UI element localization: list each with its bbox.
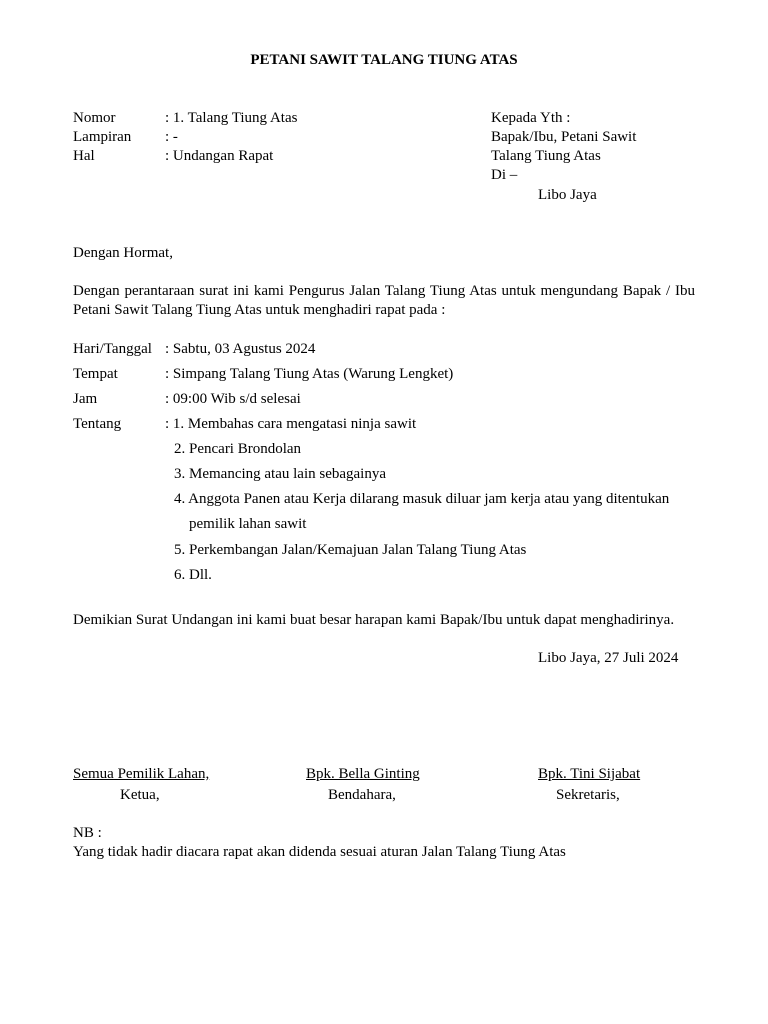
tentang-item-3: 3. Memancing atau lain sebagainya [174, 466, 387, 482]
tentang-item-5: 5. Perkembangan Jalan/Kemajuan Jalan Talang Tiung Atas [174, 542, 527, 558]
note-text: Yang tidak hadir diacara rapat akan didenda sesuai aturan Jalan Talang Tiung Atas [73, 844, 566, 860]
sekretaris-name: Bpk. Tini Sijabat [538, 766, 641, 782]
sekretaris-role: Sekretaris, [556, 787, 620, 803]
recipient-line-4: Di – [491, 167, 518, 183]
recipient-line-1: Kepada Yth : [491, 110, 571, 126]
greeting: Dengan Hormat, [73, 245, 173, 261]
jam-label: Jam [73, 391, 98, 407]
hari-value: : Sabtu, 03 Agustus 2024 [165, 341, 316, 357]
place-date: Libo Jaya, 27 Juli 2024 [538, 650, 679, 666]
hari-label: Hari/Tanggal [73, 341, 152, 357]
nomor-value: : 1. Talang Tiung Atas [165, 110, 298, 126]
tentang-label: Tentang [73, 416, 122, 432]
tempat-label: Tempat [73, 366, 118, 382]
note-label: NB : [73, 825, 102, 841]
tentang-item-6: 6. Dll. [174, 567, 212, 583]
nomor-label: Nomor [73, 110, 116, 126]
tentang-item-1: : 1. Membahas cara mengatasi ninja sawit [165, 416, 417, 432]
intro-paragraph: Dengan perantaraan surat ini kami Pengurus Jalan Talang Tiung Atas untuk mengundang Bapak / Ibu Petani Sawit Talang Tiung Atas untuk menghadiri rapat pada : [73, 283, 695, 318]
hal-value: : Undangan Rapat [165, 148, 274, 164]
tempat-value: : Simpang Talang Tiung Atas (Warung Lengket) [165, 366, 454, 382]
bendahara-name: Bpk. Bella Ginting [306, 766, 420, 782]
hal-label: Hal [73, 148, 95, 164]
tentang-item-2: 2. Pencari Brondolan [174, 441, 302, 457]
recipient-line-5: Libo Jaya [538, 187, 597, 203]
recipient-line-2: Bapak/Ibu, Petani Sawit [491, 129, 637, 145]
lampiran-value: : - [165, 129, 178, 145]
bendahara-role: Bendahara, [328, 787, 396, 803]
jam-value: : 09:00 Wib s/d selesai [165, 391, 301, 407]
recipient-line-3: Talang Tiung Atas [491, 148, 601, 164]
tentang-item-4-continuation: pemilik lahan sawit [189, 516, 307, 532]
lampiran-label: Lampiran [73, 129, 132, 145]
closing-paragraph: Demikian Surat Undangan ini kami buat besar harapan kami Bapak/Ibu untuk dapat menghadirinya. [73, 612, 675, 628]
letter-title: PETANI SAWIT TALANG TIUNG ATAS [250, 52, 518, 68]
ketua-name: Semua Pemilik Lahan, [73, 766, 210, 782]
tentang-item-4: 4. Anggota Panen atau Kerja dilarang masuk diluar jam kerja atau yang ditentukan [174, 491, 670, 507]
ketua-role: Ketua, [120, 787, 160, 803]
